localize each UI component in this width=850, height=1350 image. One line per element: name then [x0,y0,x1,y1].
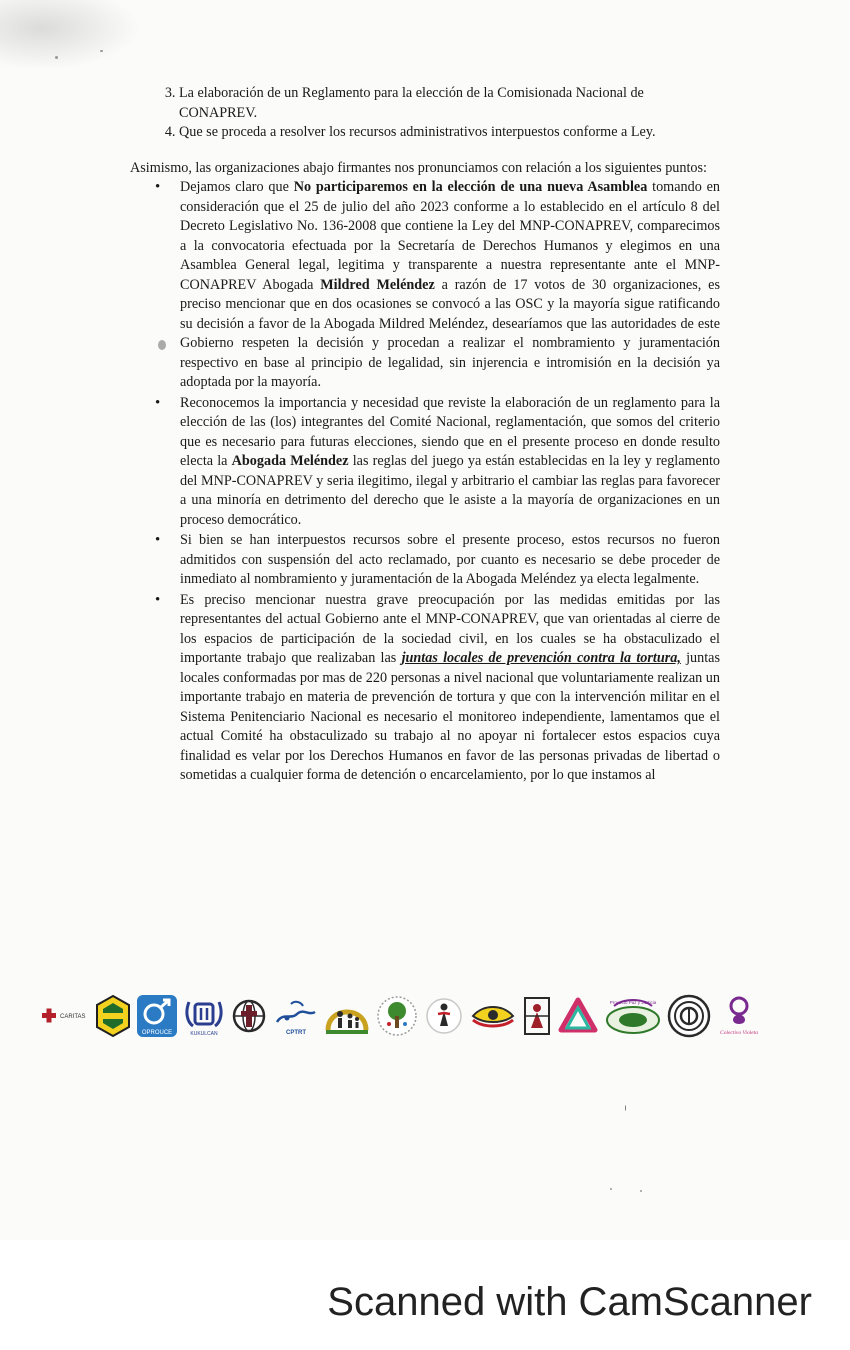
bullet-text: las reglas del juego ya están establecidas en la ley y reglamento del MNP-CONAPREV y seria ilegitimo, ilegal y arbitrario el cambiar las reglas para favorecer a una minoría en detrimento del derecho que le asiste a la mayoría de organizaciones en un proceso democrático. [180,453,720,528]
seal-logo [667,994,711,1038]
gender-label: OPROUCE [141,1030,173,1036]
bullet-text: tomando en consideración que el 25 de julio del año 2023 conforme a lo establecido en el artículo 8 del Decreto Legislativo No. 136-2008 que contiene la Ley del MNP-CONAPREV, comparecimos a la convocatoria efectuada por la Secretaría de Derechos Humanos y elegimos en una Asamblea General legal, legitima y transparente a nuestra representante ante el MNP-CONAPREV Abogada [180,179,720,293]
document-body [130,84,720,787]
bullet-text: Es preciso mencionar nuestra grave preocupación por las medidas emitidas por las representantes del actual Gobierno ante el MNP-CONAPREV, que van orientadas al cierre de los espacios de participación de la sociedad civil, en los cuales se ha obstaculizado el importante trabajo que realizaban las [180,591,720,666]
list-item [180,394,720,531]
bullet-list [130,178,720,786]
bullet-text: Si bien se han interpuestos recursos sobre el presente proceso, estos recursos no fueron admitidos con suspensión del acto reclamado, por cuanto es necesario se debe proceder de inmediato al nombramiento y juramentación de la Abogada Meléndez ya electa legalmente. [180,532,720,587]
tree-circle-logo [375,994,419,1038]
list-item-text: La elaboración de un Reglamento para la elección de la Comisionada Nacional de CONAPREV. [179,85,644,121]
hexagon-logo [95,994,131,1038]
figure-circle-logo [424,994,464,1038]
scan-shadow [0,0,140,70]
scan-speck [640,1190,642,1192]
scan-speck [610,1188,612,1190]
caritas-label: CARITAS [60,1014,86,1020]
triangle-logo [557,994,599,1038]
globe-cross-logo [230,994,268,1038]
family-logo [324,994,370,1038]
cptrt-logo [273,994,319,1038]
list-item [179,84,720,123]
caritas-logo [38,994,90,1038]
numbered-list [130,84,720,143]
emphasis-text: juntas locales de prevención contra la tortura, [401,650,681,666]
scan-speck [55,56,58,59]
list-item-text: Que se proceda a resolver los recursos administrativos interpuestos conforme a Ley. [179,124,656,140]
kukulcan-logo [183,994,225,1038]
bullet-text: Dejamos claro que [180,179,294,195]
gender-logo [136,994,178,1038]
bullet-text: juntas locales conformadas por mas de 220 personas a nivel nacional que voluntariamente realizan un importante trabajo en materia de prevención de tortura y que con la intervención militar en el Sistema Penitenciario Nacional es necesario el monitoreo independiente, lamentamos que el actual Comité ha obstaculizado su trabajo al no apoyar ni fortalecer estos espacios cuya finalidad es velar por los Derechos Humanos en favor de las personas privadas de libertad o sometidas a cualquier forma de detención o encarcelamiento, por lo que instamos al [180,650,720,783]
bold-text: Abogada Meléndez [231,453,349,469]
bullet-text: Reconocemos la importancia y necesidad que reviste la elaboración de un reglamento para la elección de las (los) integrantes del Comité Nacional, reglamentación, que somos del criterio que es necesario para futuras elecciones, siendo que en el presente proceso en donde resulto electa la [180,394,720,469]
cptrt-label: CPTRT [286,1030,306,1036]
kukulcan-label: KUKULCAN [190,1031,218,1037]
eye-wave-logo [469,994,517,1038]
organization-logos [38,990,813,1042]
colectivo-logo [716,994,762,1038]
bold-text: Mildred Meléndez [320,276,435,293]
paz-justicia-logo [604,994,662,1038]
list-item [180,531,720,590]
bold-text: No participaremos en la elección de una nueva Asamblea [293,179,648,195]
scan-speck [625,1105,626,1111]
bullet-text: a razón de 17 votos de 30 organizaciones, es preciso mencionar que en dos ocasiones se convocó a las OSC y la mayoría sigue ratificando su decisión a favor de la Abogada Mildred Meléndez, desearíamos que las autoridades de este Gobierno respeten la decisión y procedan a realizar el nombramiento y juramentación respectivo en base al principio de legalidad, sin injerencia e intromisión en la decisión ya adoptada por la mayoría. [180,276,720,390]
list-item [180,178,720,393]
scan-speck [100,50,103,52]
paz-label: Proyecto Paz y Justicia [609,1000,657,1005]
colectivo-label: Colectivo Violeta [720,1030,758,1036]
list-item [180,591,720,786]
intro-paragraph: Asimismo, las organizaciones abajo firmantes nos pronunciamos con relación a los siguientes puntos: [130,159,707,176]
camscanner-footer [0,1272,850,1332]
footer-text: Scanned with CamScanner [327,1279,812,1324]
list-item [179,123,720,143]
person-frame-logo [522,994,552,1038]
